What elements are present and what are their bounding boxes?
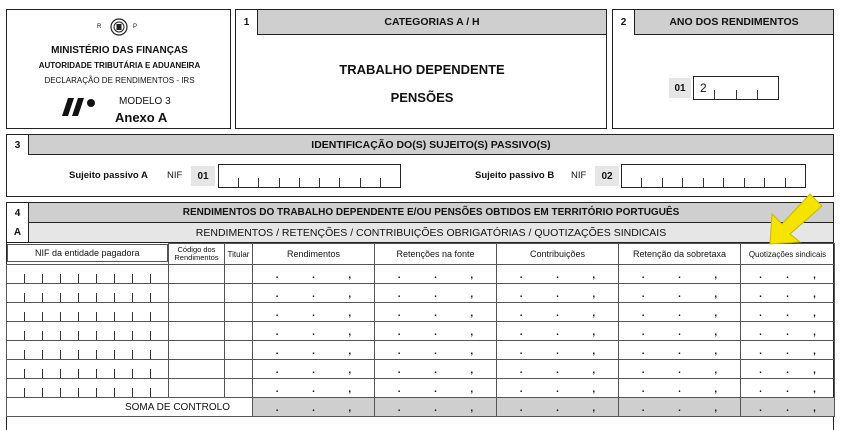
amount-separator: .: [641, 327, 645, 338]
amount-separator: ,: [714, 308, 718, 319]
amount-separator: ,: [714, 384, 718, 395]
amount-separator: .: [641, 384, 645, 395]
amount-separator: .: [397, 289, 401, 300]
amount-separator: ,: [714, 270, 718, 281]
amount-separator: ,: [592, 365, 596, 376]
withholding-cell[interactable]: [375, 303, 497, 322]
subsection-a-letter: A: [7, 223, 29, 243]
amount-separator: ,: [592, 270, 596, 281]
amount-separator: ,: [470, 346, 474, 357]
amount-separator: .: [434, 384, 437, 395]
amount-separator: ,: [470, 403, 474, 414]
income-code-cell[interactable]: [169, 379, 225, 398]
income-cell[interactable]: [253, 322, 375, 341]
amount-separator: ,: [348, 384, 352, 395]
subject-b-code: 02: [595, 166, 619, 186]
holder-cell[interactable]: [225, 360, 253, 379]
amount-separator: .: [786, 327, 789, 338]
section-1-box: [235, 9, 607, 129]
payer-nif-cell[interactable]: [7, 303, 169, 322]
amount-separator: .: [678, 346, 681, 357]
section-2-box: [612, 9, 834, 129]
holder-cell[interactable]: [225, 341, 253, 360]
amount-separator: ,: [592, 327, 596, 338]
surtax-cell[interactable]: [619, 379, 741, 398]
amount-separator: .: [434, 327, 437, 338]
amount-separator: ,: [470, 384, 474, 395]
amount-separator: .: [275, 403, 279, 414]
amount-separator: .: [275, 365, 279, 376]
amount-separator: .: [519, 270, 523, 281]
table-row: [7, 322, 835, 341]
withholding-cell[interactable]: [375, 379, 497, 398]
declaration-title: DECLARAÇÃO DE RENDIMENTOS - IRS: [44, 76, 195, 85]
annex-label: Anexo A: [115, 110, 168, 125]
section-3-title: IDENTIFICAÇÃO DO(S) SUJEITO(S) PASSIVO(S): [29, 135, 833, 155]
surtax-cell[interactable]: [619, 265, 741, 284]
contributions-cell[interactable]: [497, 303, 619, 322]
table-row: [7, 265, 835, 284]
holder-cell[interactable]: [225, 379, 253, 398]
amount-separator: .: [434, 365, 437, 376]
amount-separator: .: [641, 270, 645, 281]
amount-separator: .: [519, 327, 523, 338]
amount-separator: .: [397, 403, 401, 414]
col-header-holder: Titular: [225, 244, 253, 265]
union-fees-cell[interactable]: [741, 379, 835, 398]
section-2-title: ANO DOS RENDIMENTOS: [635, 10, 833, 35]
income-code-cell[interactable]: [169, 265, 225, 284]
amount-separator: .: [759, 384, 762, 395]
union-fees-cell[interactable]: [741, 322, 835, 341]
withholding-cell[interactable]: [375, 265, 497, 284]
amount-separator: ,: [592, 384, 596, 395]
amount-separator: ,: [714, 403, 718, 414]
amount-separator: .: [275, 270, 279, 281]
withholding-cell[interactable]: [375, 284, 497, 303]
table-row: [7, 360, 835, 379]
ministry-title: MINISTÉRIO DAS FINANÇAS: [51, 45, 188, 56]
amount-separator: ,: [813, 289, 816, 300]
amount-separator: .: [556, 346, 559, 357]
section-2-number: 2: [613, 10, 635, 35]
control-sum-row: [7, 398, 835, 417]
amount-separator: .: [312, 346, 315, 357]
year-input[interactable]: [693, 76, 779, 100]
emblem-right-letter: P: [133, 24, 138, 30]
payer-nif-cell[interactable]: [7, 322, 169, 341]
table-row: [7, 379, 835, 398]
highlight-arrow-icon: [764, 190, 826, 246]
subject-a-nif-input[interactable]: [218, 164, 401, 188]
table-row: [7, 284, 835, 303]
amount-separator: .: [275, 289, 279, 300]
amount-separator: ,: [714, 365, 718, 376]
control-union-fees-cell[interactable]: [741, 398, 835, 417]
amount-separator: .: [434, 346, 437, 357]
amount-separator: .: [397, 346, 401, 357]
section-4-title: RENDIMENTOS DO TRABALHO DEPENDENTE E/OU PENSÕES OBTIDOS EM TERRITÓRIO PORTUGUÊS: [29, 203, 833, 223]
amount-separator: .: [678, 327, 681, 338]
amount-separator: .: [312, 365, 315, 376]
subject-b-nif-input[interactable]: [621, 164, 806, 188]
col-header-union-fees: Quotizações sindicais: [741, 244, 835, 265]
income-code-cell[interactable]: [169, 322, 225, 341]
amount-separator: ,: [592, 308, 596, 319]
withholding-cell[interactable]: [375, 341, 497, 360]
amount-separator: .: [556, 365, 559, 376]
income-cell[interactable]: [253, 360, 375, 379]
control-income-cell[interactable]: [253, 398, 375, 417]
payer-nif-cell[interactable]: [7, 379, 169, 398]
amount-separator: ,: [714, 346, 718, 357]
subject-a-nif-label: NIF: [167, 170, 183, 181]
section-1-line-1: TRABALHO DEPENDENTE: [339, 62, 505, 77]
amount-separator: .: [678, 270, 681, 281]
amount-separator: ,: [470, 270, 474, 281]
section-3-box: [6, 134, 834, 197]
union-fees-cell[interactable]: [741, 303, 835, 322]
amount-separator: .: [397, 270, 401, 281]
withholding-cell[interactable]: [375, 322, 497, 341]
payer-nif-cell[interactable]: [7, 284, 169, 303]
amount-separator: ,: [813, 270, 816, 281]
amount-separator: .: [759, 308, 762, 319]
amount-separator: ,: [348, 403, 352, 414]
income-table: [6, 243, 835, 417]
amount-separator: .: [275, 384, 279, 395]
model-label: MODELO 3: [119, 96, 171, 107]
control-sum-label: SOMA DE CONTROLO: [7, 398, 253, 417]
amount-separator: .: [434, 403, 437, 414]
amount-separator: .: [678, 289, 681, 300]
amount-separator: ,: [813, 403, 816, 414]
amount-separator: .: [434, 289, 437, 300]
amount-separator: .: [678, 308, 681, 319]
amount-separator: ,: [348, 346, 352, 357]
section-1-number: 1: [236, 10, 258, 35]
income-cell[interactable]: [253, 341, 375, 360]
surtax-cell[interactable]: [619, 322, 741, 341]
control-contributions-cell[interactable]: [497, 398, 619, 417]
amount-separator: ,: [470, 308, 474, 319]
amount-separator: .: [786, 289, 789, 300]
col-header-surtax: Retenção da sobretaxa: [619, 244, 741, 265]
amount-separator: .: [556, 403, 559, 414]
holder-cell[interactable]: [225, 265, 253, 284]
amount-separator: ,: [348, 289, 352, 300]
amount-separator: .: [312, 327, 315, 338]
income-cell[interactable]: [253, 284, 375, 303]
amount-separator: .: [312, 308, 315, 319]
amount-separator: .: [434, 308, 437, 319]
payer-nif-cell[interactable]: [7, 360, 169, 379]
amount-separator: .: [759, 289, 762, 300]
amount-separator: ,: [813, 346, 816, 357]
amount-separator: .: [519, 289, 523, 300]
amount-separator: .: [434, 270, 437, 281]
amount-separator: .: [519, 308, 523, 319]
contributions-cell[interactable]: [497, 379, 619, 398]
amount-separator: .: [312, 384, 315, 395]
union-fees-cell[interactable]: [741, 265, 835, 284]
amount-separator: .: [556, 327, 559, 338]
amount-separator: .: [759, 327, 762, 338]
col-header-nif: NIF da entidade pagadora: [7, 244, 169, 262]
union-fees-cell[interactable]: [741, 341, 835, 360]
amount-separator: .: [397, 384, 401, 395]
amount-separator: .: [519, 365, 523, 376]
amount-separator: .: [786, 346, 789, 357]
amount-separator: ,: [813, 365, 816, 376]
amount-separator: .: [678, 384, 681, 395]
amount-separator: .: [397, 308, 401, 319]
surtax-cell[interactable]: [619, 284, 741, 303]
amount-separator: ,: [592, 289, 596, 300]
amount-separator: .: [759, 270, 762, 281]
union-fees-cell[interactable]: [741, 284, 835, 303]
income-code-cell[interactable]: [169, 341, 225, 360]
union-fees-cell[interactable]: [741, 360, 835, 379]
income-code-cell[interactable]: [169, 360, 225, 379]
amount-separator: .: [556, 270, 559, 281]
amount-separator: .: [519, 384, 523, 395]
section-1-line-2: PENSÕES: [390, 90, 454, 105]
amount-separator: .: [759, 346, 762, 357]
surtax-cell[interactable]: [619, 303, 741, 322]
amount-separator: ,: [348, 365, 352, 376]
col-header-withholding: Retenções na fonte: [375, 244, 497, 265]
amount-separator: .: [786, 270, 789, 281]
amount-separator: ,: [592, 403, 596, 414]
section-4-number: 4: [7, 203, 29, 223]
holder-cell[interactable]: [225, 284, 253, 303]
subject-b-label: Sujeito passivo B: [475, 170, 555, 181]
amount-separator: .: [275, 346, 279, 357]
amount-separator: .: [678, 365, 681, 376]
holder-cell[interactable]: [225, 322, 253, 341]
amount-separator: .: [641, 289, 645, 300]
amount-separator: ,: [592, 346, 596, 357]
amount-separator: ,: [813, 384, 816, 395]
surtax-cell[interactable]: [619, 341, 741, 360]
amount-separator: .: [397, 327, 401, 338]
authority-title: AUTORIDADE TRIBUTÁRIA E ADUANEIRA: [38, 61, 201, 70]
amount-separator: ,: [470, 289, 474, 300]
income-cell[interactable]: [253, 379, 375, 398]
subject-b-nif-label: NIF: [571, 170, 587, 181]
amount-separator: .: [275, 327, 279, 338]
contributions-cell[interactable]: [497, 341, 619, 360]
control-withholding-cell[interactable]: [375, 398, 497, 417]
amount-separator: ,: [813, 327, 816, 338]
year-field-code: 01: [669, 78, 691, 98]
amount-separator: .: [641, 308, 645, 319]
amount-separator: ,: [813, 308, 816, 319]
contributions-cell[interactable]: [497, 360, 619, 379]
amount-separator: ,: [714, 327, 718, 338]
contributions-cell[interactable]: [497, 322, 619, 341]
emblem-left-letter: R: [97, 24, 102, 30]
control-surtax-cell[interactable]: [619, 398, 741, 417]
amount-separator: .: [786, 403, 789, 414]
at-logo-icon: [59, 96, 99, 118]
col-header-income: Rendimentos: [253, 244, 375, 265]
amount-separator: .: [678, 403, 681, 414]
subject-a-code: 01: [191, 166, 215, 186]
year-value: 2: [700, 81, 707, 95]
holder-cell[interactable]: [225, 303, 253, 322]
income-cell[interactable]: [253, 303, 375, 322]
amount-separator: ,: [470, 365, 474, 376]
table-row: [7, 303, 835, 322]
income-cell[interactable]: [253, 265, 375, 284]
amount-separator: .: [556, 308, 559, 319]
amount-separator: .: [312, 289, 315, 300]
amount-separator: ,: [348, 270, 352, 281]
subsection-a-title: RENDIMENTOS / RETENÇÕES / CONTRIBUIÇÕES OBRIGATÓRIAS / QUOTIZAÇÕES SINDICAIS: [29, 223, 833, 243]
income-code-cell[interactable]: [169, 303, 225, 322]
form-header-box: [6, 9, 231, 129]
amount-separator: .: [786, 308, 789, 319]
amount-separator: ,: [348, 308, 352, 319]
surtax-cell[interactable]: [619, 360, 741, 379]
amount-separator: .: [786, 384, 789, 395]
amount-separator: .: [759, 365, 762, 376]
year-digit-ticks: [694, 90, 778, 99]
amount-separator: .: [641, 403, 645, 414]
subject-a-label: Sujeito passivo A: [69, 170, 148, 181]
withholding-cell[interactable]: [375, 360, 497, 379]
amount-separator: .: [397, 365, 401, 376]
amount-separator: .: [759, 403, 762, 414]
table-row: [7, 341, 835, 360]
amount-separator: ,: [470, 327, 474, 338]
amount-separator: .: [312, 403, 315, 414]
section-3-number: 3: [7, 135, 29, 155]
payer-nif-cell[interactable]: [7, 265, 169, 284]
amount-separator: ,: [348, 327, 352, 338]
amount-separator: .: [641, 346, 645, 357]
coat-of-arms-icon: [110, 18, 128, 36]
amount-separator: ,: [714, 289, 718, 300]
amount-separator: .: [556, 289, 559, 300]
contributions-cell[interactable]: [497, 284, 619, 303]
amount-separator: .: [786, 365, 789, 376]
amount-separator: .: [641, 365, 645, 376]
section-1-title: CATEGORIAS A / H: [258, 10, 606, 35]
col-header-code: Código dos Rendimentos: [169, 244, 225, 265]
amount-separator: .: [519, 346, 523, 357]
income-code-cell[interactable]: [169, 284, 225, 303]
amount-separator: .: [275, 308, 279, 319]
amount-separator: .: [519, 403, 523, 414]
col-header-contributions: Contribuições: [497, 244, 619, 265]
payer-nif-cell[interactable]: [7, 341, 169, 360]
contributions-cell[interactable]: [497, 265, 619, 284]
amount-separator: .: [312, 270, 315, 281]
amount-separator: .: [556, 384, 559, 395]
